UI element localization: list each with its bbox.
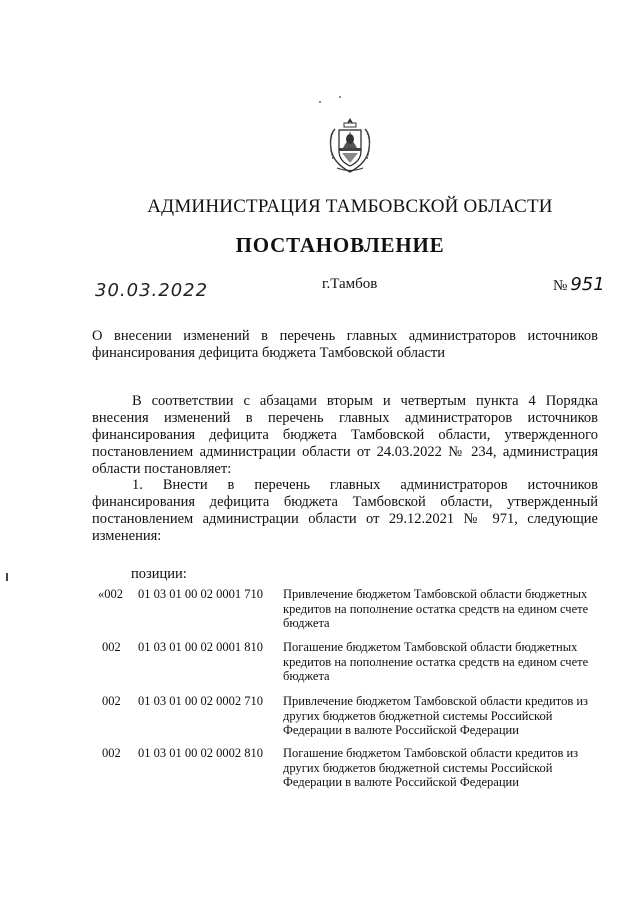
admin-code: 002 [102, 694, 121, 708]
subject-line-1: О внесении изменений в перечень главных администраторов источников [92, 328, 598, 344]
budget-code: 01 03 01 00 02 0001 710 [138, 587, 263, 601]
admin-code: 002 [102, 746, 121, 760]
number-sign: № [553, 278, 568, 294]
document-subject [92, 328, 598, 362]
number-value: 951 [570, 274, 605, 295]
coat-of-arms-icon [325, 115, 375, 175]
budget-code: 01 03 01 00 02 0002 710 [138, 694, 263, 708]
position-description: Погашение бюджетом Тамбовской области кредитов из других бюджетов бюджетной системы Российской Федерации в валюте Российской Федерации [283, 746, 579, 789]
organization-name: АДМИНИСТРАЦИЯ ТАМБОВСКОЙ ОБЛАСТИ [147, 196, 553, 217]
budget-code: 01 03 01 00 02 0001 810 [138, 640, 263, 654]
position-description: Привлечение бюджетом Тамбовской области кредитов из других бюджетов бюджетной системы Российской Федерации в валюте Российской Федерации [283, 694, 588, 737]
paragraph-preamble: В соответствии с абзацами вторым и четвертым пункта 4 Порядка внесения изменений в перечень главных администраторов источников финансирования дефицита бюджета Тамбовской области, утвержденного постановлением администрации области от 24.03.2022 № 234, администрация области постановляет: [92, 393, 598, 477]
position-description: Погашение бюджетом Тамбовской области бюджетных кредитов на пополнение остатка средств на едином счете бюджета [283, 640, 589, 683]
document-number [553, 274, 605, 295]
paragraph-item-1: 1. Внести в перечень главных администраторов источников финансирования дефицита бюджета Тамбовской области, утвержденный постановлением администрации области от 29.12.2021 № 971, следующие изменения: [92, 477, 598, 544]
subject-line-2: финансирования дефицита бюджета Тамбовской области [92, 345, 445, 361]
scan-speck [319, 101, 321, 103]
scan-speck [339, 96, 341, 98]
budget-code: 01 03 01 00 02 0002 810 [138, 746, 263, 760]
scan-margin-mark [6, 573, 8, 581]
positions-label: позиции: [131, 566, 187, 582]
admin-code: 002 [102, 640, 121, 654]
position-description: Привлечение бюджетом Тамбовской области бюджетных кредитов на пополнение остатка средств на едином счете бюджета [283, 587, 589, 630]
document-type: ПОСТАНОВЛЕНИЕ [235, 233, 445, 257]
admin-code: «002 [98, 587, 123, 601]
document-city: г.Тамбов [322, 276, 378, 292]
document-date: 30.03.2022 [95, 280, 209, 301]
